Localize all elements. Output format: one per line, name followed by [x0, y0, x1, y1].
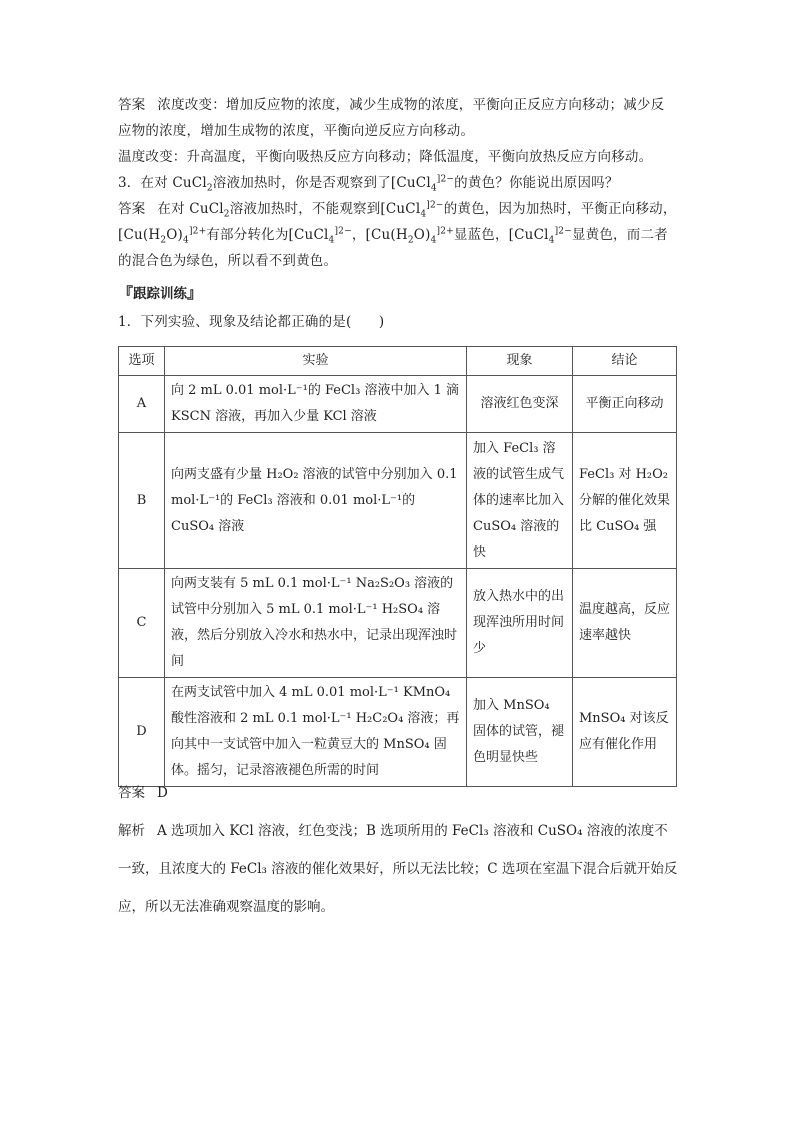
answer-line-2: 应物的浓度，增加生成物的浓度，平衡向逆反应方向移动。: [118, 123, 475, 139]
row-option: B: [119, 433, 165, 569]
row-experiment: 向 2 mL 0.01 mol·L⁻¹的 FeCl₃ 溶液中加入 1 滴 KSCN 溶液，再加入少量 KCl 溶液: [165, 376, 467, 433]
row-conclusion: MnSO₄ 对该反应有催化作用: [573, 678, 677, 787]
section-header: [118, 282, 680, 305]
table-header-row: [119, 347, 677, 376]
q3-text-a: 3．在对 CuCl: [118, 175, 207, 191]
section-title: 跟踪训练: [133, 286, 188, 302]
bracket-left-icon: 『: [118, 284, 134, 302]
a3-l2-s6: 4: [548, 235, 555, 246]
q3-text-c: 的黄色？你能说出原因吗？: [454, 175, 619, 191]
a3-l2-s3: 4: [328, 235, 335, 246]
row-conclusion: 平衡正向移动: [573, 376, 677, 433]
answer-3-line-1: [118, 196, 680, 222]
header-experiment: 实验: [165, 347, 467, 376]
row-option: D: [119, 678, 165, 787]
a3-l2-d: ，[Cu(H: [351, 227, 408, 243]
q3-text-b: 溶液加热时，你是否观察到了[CuCl: [212, 175, 431, 191]
a3-l1-a: 在对 CuCl: [157, 201, 224, 217]
table-row: [119, 678, 677, 787]
a3-l1-sub: 2: [223, 209, 230, 220]
analysis-text: A 选项加入 KCl 溶液，红色变浅；B 选项所用的 FeCl₃ 溶液和 CuSO₄ 溶液的浓度不一致，且浓度大的 FeCl₃ 溶液的催化效果好，所以无法比较；C 选项在室温下混合后就开始反应，所以无法准确观察温度的影响。: [118, 823, 678, 915]
a3-l1-b: 溶液加热时，不能观察到[CuCl: [229, 201, 421, 217]
answer-3-label: 答案: [118, 201, 146, 217]
header-conclusion: 结论: [573, 347, 677, 376]
a3-l2-sup4: ]2−: [554, 226, 572, 237]
row-experiment: 向两支盛有少量 H₂O₂ 溶液的试管中分别加入 0.1 mol·L⁻¹的 FeCl₃ 溶液和 0.01 mol·L⁻¹的 CuSO₄ 溶液: [165, 433, 467, 569]
table-row: [119, 433, 677, 569]
a3-l2-f: 显蓝色，[CuCl: [453, 227, 549, 243]
row-experiment: 向两支装有 5 mL 0.1 mol·L⁻¹ Na₂S₂O₃ 溶液的试管中分别加入 5 mL 0.1 mol·L⁻¹ H₂SO₄ 溶液，然后分别放入冷水和热水中，记录出现浑浊时间: [165, 569, 467, 678]
header-option: 选项: [119, 347, 165, 376]
a3-l1-sup: ]2−: [426, 200, 444, 211]
a3-l2-sup3: ]2+: [436, 226, 454, 237]
bracket-right-icon: 』: [187, 284, 203, 302]
answer-paragraph: [118, 92, 680, 118]
a3-l2-s5: 4: [430, 235, 437, 246]
a3-l2-s2: 4: [183, 235, 189, 246]
a3-l2-s4: 2: [407, 235, 414, 246]
q3-sub-a: 2: [206, 183, 213, 194]
row-phenomenon: 放入热水中的出现浑浊所用时间少: [467, 569, 573, 678]
q3-sup: ]2−: [436, 174, 455, 185]
upper-content: [118, 92, 680, 335]
answer-section: [118, 780, 680, 926]
answer-label: 答案: [118, 97, 146, 113]
analysis-paragraph: [118, 812, 680, 926]
a3-l2-g: 显黄色，而二者: [571, 227, 668, 243]
row-phenomenon: 加入 FeCl₃ 溶液的试管生成气体的速率比加入 CuSO₄ 溶液的快: [467, 433, 573, 569]
a3-l2-sup2: ]2−: [334, 226, 352, 237]
q3-sub-b: 4: [430, 183, 437, 194]
row-option: C: [119, 569, 165, 678]
row-experiment: 在两支试管中加入 4 mL 0.01 mol·L⁻¹ KMnO₄ 酸性溶液和 2 mL 0.1 mol·L⁻¹ H₂C₂O₄ 溶液；再向其中一支试管中加入一粒黄豆大的 MnSO₄ 固体。摇匀，记录溶液褪色所需的时间: [165, 678, 467, 787]
answer-3-line-3: 的混合色为绿色，所以看不到黄色。: [118, 253, 338, 269]
row-conclusion: FeCl₃ 对 H₂O₂ 分解的催化效果比 CuSO₄ 强: [573, 433, 677, 569]
row-conclusion: 温度越高，反应速率越快: [573, 569, 677, 678]
row-phenomenon: 溶液红色变深: [467, 376, 573, 433]
temperature-line: 温度改变：升高温度，平衡向吸热反应方向移动；降低温度，平衡向放热反应方向移动。: [118, 149, 653, 165]
a3-l2-b: O): [166, 227, 184, 243]
a3-l2-a: [Cu(H: [118, 227, 161, 243]
a3-l2-e: O): [413, 227, 431, 243]
answer-value: D: [157, 785, 168, 801]
a3-l2-s1: 2: [160, 235, 167, 246]
answer-label-2: 答案: [118, 785, 145, 801]
question-1: 1．下列实验、现象及结论都正确的是( ): [118, 314, 385, 330]
a3-l1-c: 的黄色，因为加热时，平衡正向移动，: [443, 201, 677, 217]
table-row: [119, 569, 677, 678]
answer-line: [118, 780, 680, 806]
table-row: [119, 376, 677, 433]
a3-l2-sup: ]2+: [188, 226, 207, 237]
row-phenomenon: 加入 MnSO₄ 固体的试管，褪色明显快些: [467, 678, 573, 787]
a3-l2-c: 有部分转化为[CuCl: [206, 227, 329, 243]
question-3: [118, 170, 680, 196]
header-phenomenon: 现象: [467, 347, 573, 376]
question-table: [118, 346, 677, 787]
a3-l1-sub2: 4: [420, 209, 427, 220]
analysis-label: 解析: [118, 823, 145, 839]
row-option: A: [119, 376, 165, 433]
answer-3-line-2: [118, 222, 680, 248]
answer-line-1: 浓度改变：增加反应物的浓度，减少生成物的浓度，平衡向正反应方向移动；减少反: [157, 97, 665, 113]
